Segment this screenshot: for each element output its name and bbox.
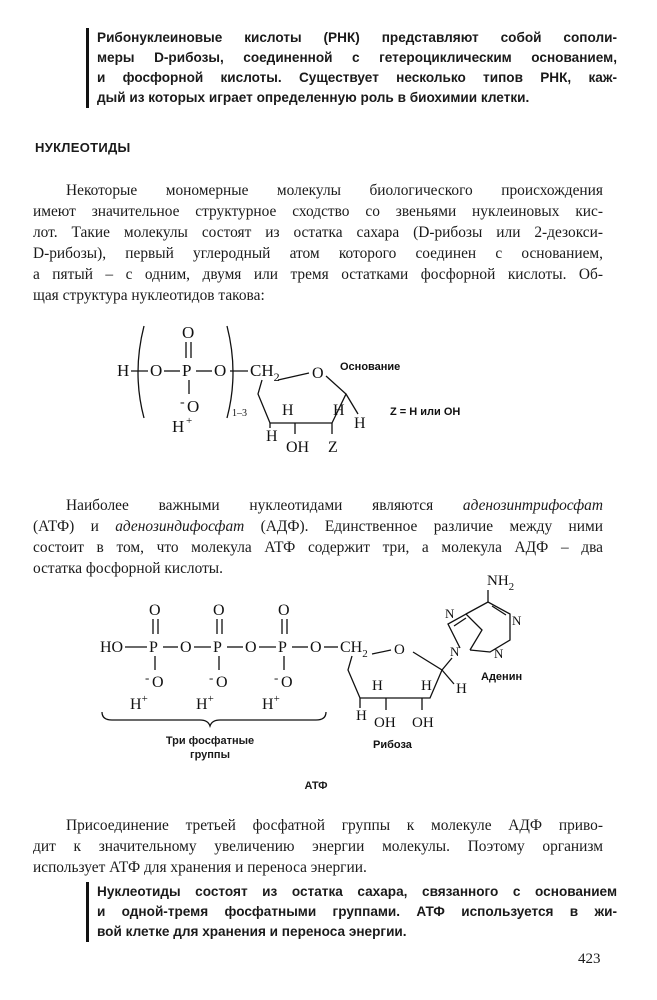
o-minus-1: O: [152, 674, 164, 691]
phosphate-label-line-2: группы: [190, 749, 230, 761]
para3-line-1: Присоединение третьей фосфатной группы к молекуле АДФ приво-: [66, 817, 603, 834]
p-atom: P: [182, 361, 192, 380]
nucleotide-structure-figure: [100, 318, 540, 468]
para2-line-2-end: (АДФ). Единственное различие между ними: [244, 518, 604, 535]
summary-bottom-line-1: Нуклеотиды состоят из остатка сахара, связанного с основанием: [97, 884, 617, 899]
bond: [346, 394, 358, 414]
nh-text: NH: [487, 573, 509, 589]
ch2-subscript: 2: [362, 648, 368, 660]
h-plus-atom: H: [172, 417, 185, 436]
h-plus-3: [262, 693, 280, 713]
summary-top-line-2-prefix: меры: [97, 50, 155, 65]
z-group: Z: [328, 439, 338, 456]
phosphate-groups-label: [150, 734, 270, 762]
para2-line-2: [33, 516, 603, 537]
plus-3: +: [273, 693, 280, 705]
p-atom-3: P: [278, 639, 287, 656]
ribose-o-atom: O: [394, 642, 405, 658]
o-top-1: O: [149, 602, 161, 619]
minus-2: -: [209, 670, 214, 685]
o-atom-1: O: [150, 361, 163, 380]
ho-group: HO: [100, 639, 124, 656]
h-3: H: [262, 696, 274, 713]
o-minus-3: O: [281, 674, 293, 691]
para1-line-4: D-рибозы), первый углеродный атом которого соединен с основанием,: [33, 245, 603, 262]
summary-top-line-3: и фосфорной кислоты. Существует несколько типов РНК, каж-: [97, 70, 617, 85]
bond: [442, 670, 454, 684]
para1-line-2: имеют значительное структурное сходство со звеньями нуклеиновых кис-: [33, 203, 603, 220]
para1-line-6: щая структура нуклеотидов такова:: [33, 287, 265, 304]
adenine-n7: N: [445, 606, 455, 621]
h-atom-3: H: [333, 402, 345, 419]
ribose-label: Рибоза: [373, 739, 412, 751]
para3-line-3: использует АТФ для хранения и переноса энергии.: [33, 859, 367, 876]
h-atom-2: H: [282, 402, 294, 419]
base-label: Основание: [340, 361, 401, 373]
o-link-3: O: [310, 639, 322, 656]
o-top-2: O: [213, 602, 225, 619]
para3-line-2: дит к значительному увеличению энергии молекулы. Поэтому организм: [33, 838, 603, 855]
o-minus-2: O: [216, 674, 228, 691]
o-atom-2: O: [214, 361, 227, 380]
h-atom-4: H: [354, 415, 366, 432]
bond: [442, 658, 452, 670]
summary-bottom-line-3: вой клетке для хранения и переноса энергии.: [97, 924, 407, 939]
bracket-right: [227, 326, 233, 418]
summary-top-line-1: Рибонуклеиновые кислоты (РНК) представляют собой сополи-: [97, 30, 617, 45]
summary-top-line-2-rest: D-рибозы, соединенной с гетероциклическим основанием,: [154, 50, 617, 65]
minus-1: -: [145, 670, 150, 685]
summary-bottom-line-2: и одной-тремя фосфатными группами. АТФ используется в жи-: [97, 904, 617, 919]
minus-sign: -: [180, 395, 185, 410]
paragraph-intro: [33, 180, 603, 306]
ch2-group: [340, 639, 368, 660]
minus-3: -: [274, 670, 279, 685]
paragraph-atp-adp: [33, 495, 603, 579]
ribose-h-1: H: [356, 708, 367, 724]
ribose-h-2: H: [372, 678, 383, 694]
p-atom-1: P: [149, 639, 158, 656]
h-1: H: [130, 696, 142, 713]
summary-top-line-4: дый из которых играет определенную роль в биохимии клетки.: [97, 90, 530, 105]
ch2-subscript: 2: [273, 370, 280, 384]
oh-group: OH: [286, 439, 310, 456]
o-top-atom: O: [182, 323, 195, 342]
bond: [372, 650, 391, 654]
h-plus-2: [196, 693, 214, 713]
summary-box-top: [86, 28, 617, 108]
repeat-subscript: 1–3: [232, 408, 247, 419]
adenine-n3: N: [494, 646, 504, 661]
phosphate-brace: [102, 712, 326, 726]
phosphate-label-line-1: Три фосфатные: [165, 735, 255, 747]
para1-line-3: лот. Такие молекулы состоят из остатка сахара (D-рибозы или 2-дезокси-: [33, 224, 603, 241]
ch-text: CH: [250, 361, 274, 380]
para2-line-1-text: Наиболее важными нуклеотидами являются: [66, 497, 463, 514]
adenine-n9: N: [450, 644, 460, 659]
ribose-oh-2: OH: [412, 715, 434, 731]
ch-text: CH: [340, 639, 363, 656]
term-atp: аденозинтрифосфат: [462, 497, 603, 514]
h-plus-1: [130, 693, 148, 713]
ch2-group: [250, 361, 280, 384]
o-minus-atom: O: [187, 397, 200, 416]
summary-box-bottom: [86, 882, 617, 942]
para2-line-3: состоит в том, что молекула АТФ содержит три, а молекула АДФ – два: [33, 539, 603, 556]
para1-line-5: а пятый – с одним, двумя или тремя остатками фосфорной кислоты. Об-: [33, 266, 603, 283]
para1-line-1: Некоторые мономерные молекулы биологического происхождения: [66, 182, 603, 199]
para2-line-1: [33, 495, 603, 516]
plus-2: +: [207, 693, 214, 705]
plus-sign: +: [186, 415, 193, 427]
bracket-left: [138, 326, 144, 418]
adenine-label: Аденин: [481, 671, 523, 683]
summary-top-line-2: [97, 48, 617, 68]
para2-line-2-start: (АТФ) и: [33, 518, 116, 535]
adenine-n1: N: [512, 613, 522, 628]
nh2-group: [487, 573, 514, 593]
paragraph-energy: [33, 815, 603, 878]
nh2-subscript: 2: [508, 581, 515, 593]
page-number: 423: [578, 951, 601, 967]
h-left-atom: H: [117, 361, 130, 380]
term-adp: аденозиндифосфат: [115, 518, 245, 535]
o-top-3: O: [278, 602, 290, 619]
o-link-2: O: [245, 639, 257, 656]
bond: [278, 373, 309, 380]
h-2: H: [196, 696, 208, 713]
z-note: Z = H или OH: [390, 406, 461, 418]
o-link-1: O: [180, 639, 192, 656]
ribose-h-3: H: [421, 678, 432, 694]
h-atom-1: H: [266, 428, 278, 445]
atp-caption: АТФ: [304, 780, 328, 792]
ribose-h-4: H: [456, 681, 467, 697]
p-atom-2: P: [213, 639, 222, 656]
plus-1: +: [141, 693, 148, 705]
ribose-oh-1: OH: [374, 715, 396, 731]
section-heading: НУКЛЕОТИДЫ: [35, 140, 131, 155]
ring-o-atom: O: [312, 365, 324, 382]
para2-line-4: остатка фосфорной кислоты.: [33, 560, 223, 577]
